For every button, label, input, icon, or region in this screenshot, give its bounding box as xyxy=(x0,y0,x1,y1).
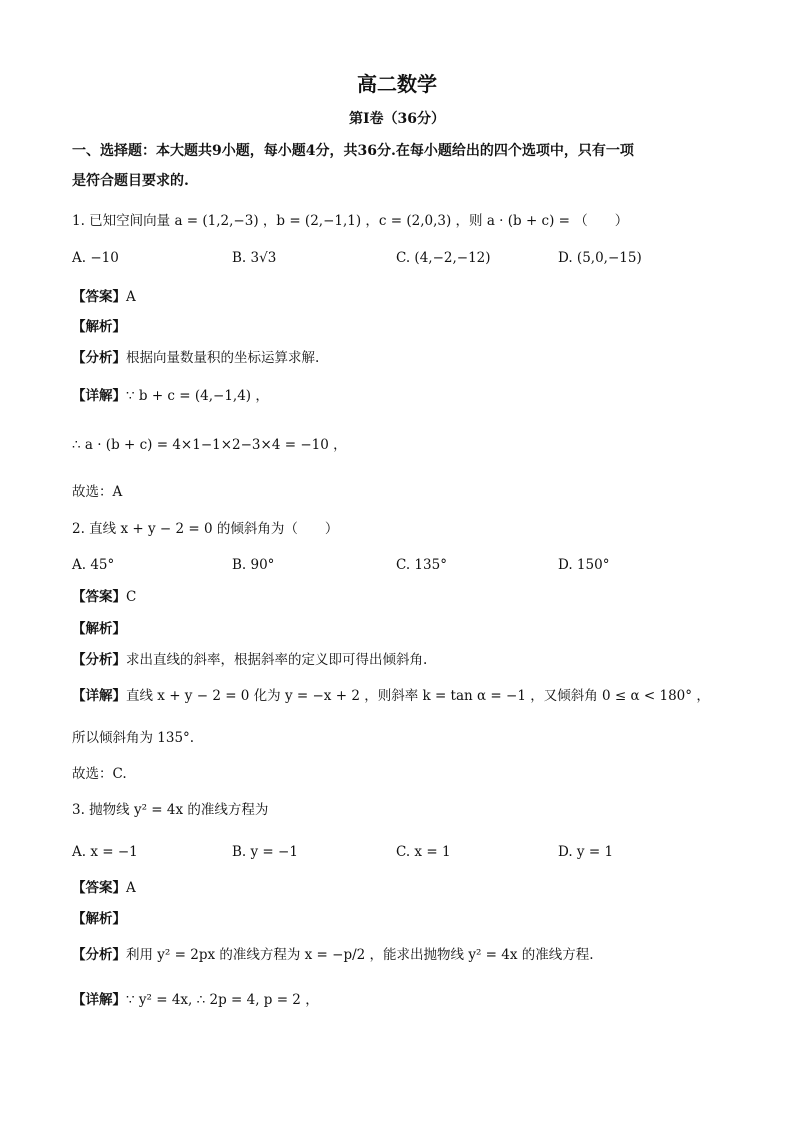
q1-answer-value: A xyxy=(126,289,136,305)
answer-tag: 【答案】 xyxy=(72,289,126,305)
q3-detail1-text: ∵ y² = 4x, ∴ 2p = 4, p = 2 ， xyxy=(126,992,319,1008)
q2-fenxi xyxy=(72,651,427,669)
q1-detail1-text: ∵ b + c = (4,−1,4) ， xyxy=(126,388,269,404)
analysis-tag: 【解析】 xyxy=(72,319,126,335)
q2-detail1 xyxy=(72,687,710,705)
q3-fenxi-text: 利用 y² = 2px 的准线方程为 x = −p/2 ，能求出抛物线 y² = 4x 的准线方程. xyxy=(126,947,594,963)
q1-fenxi xyxy=(72,349,319,367)
section-subtitle: 第Ⅰ卷（36分） xyxy=(348,111,446,127)
q2-detail2: 所以倾斜角为 135°. xyxy=(72,730,195,746)
analysis-tag: 【解析】 xyxy=(72,911,126,927)
detail-tag: 【详解】 xyxy=(72,688,126,704)
q3-option-c: C. x = 1 xyxy=(396,844,451,860)
answer-tag: 【答案】 xyxy=(72,589,126,605)
page-title: 高二数学 xyxy=(357,72,437,96)
detail-tag: 【详解】 xyxy=(72,388,126,404)
q2-fenxi-text: 求出直线的斜率，根据斜率的定义即可得出倾斜角. xyxy=(126,652,428,668)
section-heading-line1: 一、选择题：本大题共9小题，每小题4分，共36分.在每小题给出的四个选项中，只有一项 xyxy=(72,143,634,159)
fenxi-tag: 【分析】 xyxy=(72,947,126,963)
q3-stem: 3. 抛物线 y² = 4x 的准线方程为 xyxy=(72,802,269,818)
q3-option-a: A. x = −1 xyxy=(72,844,138,860)
answer-tag: 【答案】 xyxy=(72,880,126,896)
q2-detail1-text: 直线 x + y − 2 = 0 化为 y = −x + 2 ，则斜率 k = tan α = −1 ，又倾斜角 0 ≤ α < 180° ， xyxy=(126,688,710,704)
q3-option-d: D. y = 1 xyxy=(558,844,614,860)
q3-analysis-tag xyxy=(72,910,126,928)
q3-answer xyxy=(72,879,136,897)
section-heading-line2: 是符合题目要求的. xyxy=(72,173,189,189)
q2-option-b: B. 90° xyxy=(232,557,275,573)
q3-answer-value: A xyxy=(126,880,136,896)
q2-analysis-tag xyxy=(72,620,126,638)
q2-option-c: C. 135° xyxy=(396,557,447,573)
q1-analysis-tag xyxy=(72,318,126,336)
q1-fenxi-text: 根据向量数量积的坐标运算求解. xyxy=(126,350,320,366)
q3-option-b: B. y = −1 xyxy=(232,844,298,860)
q1-conclusion: 故选：A xyxy=(72,484,123,500)
q1-option-b: B. 3√3 xyxy=(232,250,277,266)
q1-detail2: ∴ a · (b + c) = 4×1−1×2−3×4 = −10 ， xyxy=(72,437,347,453)
q1-option-a: A. −10 xyxy=(72,250,119,266)
q2-conclusion: 故选：C. xyxy=(72,766,127,782)
q3-fenxi xyxy=(72,946,594,964)
fenxi-tag: 【分析】 xyxy=(72,350,126,366)
q2-answer xyxy=(72,588,136,606)
q1-answer xyxy=(72,288,136,306)
q1-option-d: D. (5,0,−15) xyxy=(558,250,642,266)
fenxi-tag: 【分析】 xyxy=(72,652,126,668)
q2-option-a: A. 45° xyxy=(72,557,115,573)
q1-stem: 1. 已知空间向量 a = (1,2,−3) ，b = (2,−1,1) ，c = (2,0,3) ，则 a · (b + c) = （ ） xyxy=(72,213,629,229)
q2-stem: 2. 直线 x + y − 2 = 0 的倾斜角为（ ） xyxy=(72,521,339,537)
q1-option-c: C. (4,−2,−12) xyxy=(396,250,491,266)
q1-detail1 xyxy=(72,387,269,405)
detail-tag: 【详解】 xyxy=(72,992,126,1008)
q2-answer-value: C xyxy=(126,589,137,605)
analysis-tag: 【解析】 xyxy=(72,621,126,637)
q2-option-d: D. 150° xyxy=(558,557,610,573)
q3-detail1 xyxy=(72,991,319,1009)
